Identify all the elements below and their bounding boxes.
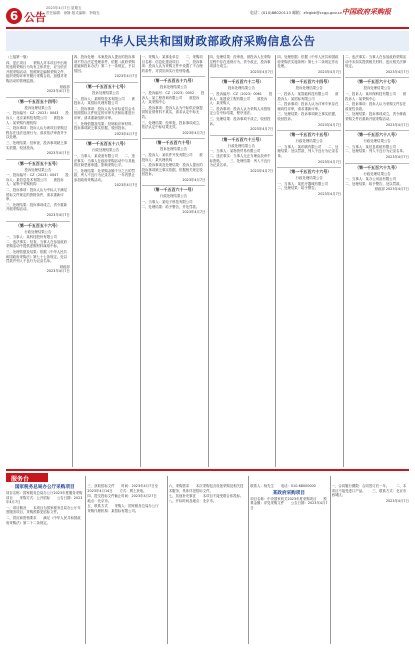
notice-number: （第一千五百六十八号） [345, 130, 409, 138]
service-paragraph: 七、其他补充事宜 本项目不接受联合体投标。 八、开标时间及地点：北京市。 [168, 494, 251, 503]
service-column [87, 484, 164, 644]
notice-number: （第一千五百六十二号） [210, 77, 274, 85]
column-rule [343, 55, 344, 467]
notice-signature: 2023年4月7日 [46, 151, 70, 156]
notice-title: 投诉处理结果公告 [160, 147, 188, 152]
service-label: 服务台 [11, 476, 30, 483]
notice-signature: 2023年4月7日 [46, 89, 70, 94]
service-paragraph: 四、提交投标文件截止时间：2023年4月27日 地点：北京市。 [87, 494, 164, 503]
notice-signature: 2023年4月7日 [385, 154, 409, 159]
notice-title: 投诉处理结果公告 [295, 86, 323, 91]
notice-title: 投诉处理结果公告 [24, 105, 52, 110]
text-column [6, 55, 70, 467]
text-column [142, 55, 206, 467]
notice-paragraph: 三、处理结果：经审查，投诉事项成立，依法认定中标结果无效。 [141, 120, 203, 130]
notice-number: （第一千五百六十四号） [277, 77, 341, 85]
notice-number: （第一千五百六十七号） [345, 77, 409, 85]
column-rule [275, 55, 276, 467]
notice-paragraph: 四、处理依据：依据《中华人民共和国政府采购法实施条例》第七十二条规定作出处理。 [277, 55, 339, 69]
notice-title: 行政处理结果公告 [295, 176, 323, 181]
notice-paragraph: 三、处理结果：投诉事项成立，责令修改采购文件后重新开展采购活动。 [345, 112, 407, 121]
section-title: 公告 [24, 11, 46, 24]
notice-title: 行政处理结果公告 [363, 171, 391, 176]
header-divider [6, 27, 409, 29]
service-paragraph: 联系人：杨先生 电话：010-68000000 [250, 484, 316, 488]
notice-signature: 2023年4月7日 [182, 177, 206, 182]
notice-paragraph: 一、投诉人：某网络技术有限公司 被投诉人：某招标代理有限公司 [73, 96, 135, 106]
notice-signature: 2023年4月7日 [250, 127, 274, 132]
service-paragraph: 三、获取招标文件 时间：2023年4月7日至2023年4月14日 方式：网上获取。 [87, 484, 158, 493]
text-column [74, 55, 138, 467]
notice-title: 投诉处理结果公告 [160, 85, 188, 90]
notice-paragraph: 二、投诉事项：投诉人认为采购文件存在歧视性条款。 [345, 102, 407, 111]
notice-paragraph: 四、处理结果：经审查，被投诉人在采购过程中存在违规行为，责令改正，投诉事项部分成立。 [209, 55, 271, 69]
notice-paragraph: 三、处理结果：处采购金额千分之五的罚款，列入不良行为记录名单，一年内禁止参加政府采购活动。 [73, 168, 135, 182]
notice-paragraph: 三、处理依据及结果：经调取评审材料，投诉事项缺乏事实依据，驳回投诉。 [73, 121, 135, 131]
notice-signature: 2023年4月7日 [250, 168, 274, 173]
service-heading: 某政府采购项目 [272, 490, 305, 496]
notice-number: （第一千五百六十号） [142, 138, 206, 146]
service-column [168, 484, 251, 644]
notice-signature: 2023年4月7日 [182, 210, 206, 215]
notice-title: 行政处理结果公告 [92, 148, 120, 153]
notice-number: （第一千五百五十六号） [6, 221, 70, 229]
notice-paragraph: 二、违法事实：当事人在参加政府采购活动中未如实提供相关材料，违反相关法律规定。 [345, 55, 407, 69]
notice-paragraph: 一、当事人：某电子科技有限公司 二、处理结果：给予警告，并处罚款。 [141, 200, 200, 209]
meta-line: 责任编辑：徐静 版式编辑：李晓光 [46, 11, 100, 15]
notice-signature: 2023年4月7日 [114, 74, 138, 79]
service-column [6, 484, 83, 644]
notice-title: 行政处理结果公告 [295, 139, 323, 144]
notice-title: 行政处理结果公告 [363, 139, 391, 144]
notice-number: （第一千五百六十一号） [142, 185, 206, 193]
contact-info: 电话：(010)88020113 邮箱：zfcgbk@ccgp.gov.cn [250, 10, 343, 15]
notice-paragraph: 二、投诉事项及处理结果：投诉人提出的投诉事项缺乏事实依据，依据相关规定驳回投诉。 [141, 163, 203, 177]
service-paragraph: 项目名称：国家税务总局办公厅2023年度服务采购项目 采购方式：公开招标 公告日期：2023年4月7日 [6, 491, 83, 505]
notice-number: （第一千五百六十六号） [277, 167, 341, 175]
service-paragraph: 一、合同履行期限：合同签订后一年。 二、本项目不接受进口产品。 三、联系方式：北京市西城区。 [331, 484, 407, 498]
notice-paragraph: 三、处理结果：投诉事项不成立，驳回投诉。 [209, 116, 271, 126]
column-rule [248, 476, 249, 644]
service-paragraph: 五、联系方式 采购人：国家税务总局办公厅 采购代理机构：某招标有限公司。 [87, 504, 166, 513]
notice-title: 行政处理结果公告 [160, 194, 188, 199]
notice-signature: 2023年4月7日 [385, 69, 409, 74]
notice-paragraph: 一、当事人：某科技股份有限公司 二、违法事实：经查，当事人在参加政府采购活动中提供虚假材料谋取中标。 [6, 235, 68, 249]
column-rule [330, 476, 331, 644]
text-column [277, 55, 341, 467]
service-date: 2023年4月7日 [385, 498, 409, 503]
page-number: 6 [6, 8, 22, 24]
service-paragraph: 六、采购需求 本次采购包含设备采购及相关技术服务，具体详见招标文件。 [168, 484, 244, 493]
service-paragraph: 一、项目概况 本项目为国家税务总局办公厅年度服务项目，采购预算见招标文件。 [6, 505, 81, 515]
service-column [250, 484, 327, 644]
notice-paragraph: 一、投诉编号：CZ（2023）0061 投诉人：某建设工程有限公司 被投诉人：某采购人 [209, 91, 273, 106]
masthead-meta [46, 6, 100, 16]
notice-signature: 财政部 [59, 84, 70, 89]
notice-paragraph: 三、处理结果：经审查，投诉事项缺乏事实依据，驳回投诉。 [6, 140, 68, 150]
notice-paragraph: 一、当事人：某医疗器械有限公司 二、处理结果：给予警告。 [277, 181, 335, 191]
text-column [210, 55, 274, 467]
notice-paragraph: 一、投诉编号：CZ（2023）0043 投诉人：北京某科技有限公司 被投诉人：某采购代理机构 [6, 111, 69, 125]
notice-paragraph: 二、投诉事项：投诉人认为中标人不满足招标文件规定的资格条件，请求重新评审。 [6, 188, 68, 202]
service-divider [6, 469, 409, 471]
notice-paragraph: 四、投诉处理：本案投诉人提出的投诉事项不符合法定受理条件，依据《政府采购质疑和投诉办法》第二十一条规定，予以驳回。 [73, 55, 135, 73]
notice-paragraph: 三、处理依据及结果：依据《中华人民共和国政府采购法》第七十七条规定，处以罚款并列入不良行为记录名单。 [6, 250, 68, 264]
column-rule [72, 55, 73, 467]
notice-signature: 2023年4月7日 [318, 69, 342, 74]
notice-number: （第一千五百六十五号） [277, 130, 341, 138]
notice-signature: 2023年4月7日 [318, 122, 342, 127]
notice-paragraph: 二、投诉事项：投诉人认为该项目采购过程存在违法违规行为，请求依法审查并予以处理。 [6, 126, 68, 140]
text-column [345, 55, 409, 467]
notice-paragraph: 一、当事人：某印刷有限公司 二、处理结果：处以罚款，列入不良行为记录名单。 [277, 144, 339, 158]
column-rule [140, 55, 141, 467]
notice-paragraph: 一、投诉编号：CZ（2023）0047 投诉人：某信息技术有限公司 被投诉人：某集中采购机构 [6, 173, 69, 187]
notice-paragraph: 一、当事人：某信息系统有限公司 二、处理结果：列入不良行为记录名单。 [345, 144, 407, 154]
notice-signature: 2023年4月7日 [46, 269, 70, 274]
notice-signature: 2023年4月7日 [114, 131, 138, 136]
column-rule [85, 476, 86, 644]
column-rule [208, 55, 209, 467]
service-paragraph: 二、供应商资格要求 满足《中华人民共和国政府采购法》第二十二条规定。 [6, 515, 81, 525]
page-title: 中华人民共和国财政部政府采购信息公告 [99, 34, 316, 48]
notice-paragraph: 一、采购人：某事业单位 二、采购项目名称：信息化建设项目 三、投诉事项：投诉人认为采购文件中设置了不合理的条件，对供应商实行差别待遇。 [141, 55, 203, 73]
notice-number: （第一千五百六十九号） [345, 163, 409, 171]
notice-paragraph: 二、投诉事项：投诉人认为采购人未按规定公告中标结果，程序违法。 [209, 106, 271, 116]
notice-paragraph: 二、投诉事项：投诉人认为评审专家存在倾向性评审，请求重新评审。 [277, 102, 339, 111]
meta-line: 2023年4月7日 星期五 [46, 6, 82, 10]
notice-signature: 2023年4月7日 [250, 69, 274, 74]
notice-number: （第一千五百五十七号） [74, 82, 138, 90]
notice-signature: 2023年4月7日 [182, 130, 206, 135]
notice-signature: 2023年4月7日 [385, 122, 409, 127]
notice-paragraph: 四、更正项目 采购人对本项目中出现的违规采购行为负有主体责任，应当依法开展采购活动，按照规定编制采购文件、组织采购评审并履行采购合同，加强对采购活动的管理监督。 [6, 60, 68, 83]
notice-number: （第一千五百五十四号） [6, 97, 70, 105]
notice-paragraph: 三、处理结果：投诉事项成立，责令重新开展采购活动。 [6, 202, 68, 212]
notice-paragraph: 三、处理结果：投诉事项缺乏事实依据，驳回投诉。 [277, 112, 339, 121]
service-heading: 国家税务总局办公厅采购项目 [14, 485, 75, 490]
notice-paragraph: 一、投诉编号：CZ（2023）0052 投诉人：某工程咨询有限公司 被投诉人：某采购中心 [141, 90, 205, 105]
notice-title: 行政处理结果公告 [24, 229, 52, 234]
column-rule [167, 476, 168, 644]
notice-paragraph: 二、投诉事项：投诉人认为中标供应商提供的业绩材料不真实，请求认定中标无效。 [141, 105, 203, 119]
notice-signature: 财政部 [59, 264, 70, 269]
notice-number: （第一千五百五十五号） [6, 159, 70, 167]
notice-title: 投诉处理结果公告 [363, 86, 391, 91]
notice-signature: 2023年4月7日 [114, 183, 138, 188]
notice-paragraph: 一、当事人：某设备有限公司 二、违法事实：当事人在政府采购活动中与其他供应商恶意串通，影响采购公平。 [73, 153, 135, 168]
newspaper-logo: 中国政府采购报 [342, 7, 391, 16]
notice-number: （第一千五百五十八号） [74, 139, 138, 147]
notice-paragraph: 二、投诉事项：投诉人认为评标委员会未按照招标文件规定的评审方法和标准进行评审，请求重新组织评审。 [73, 106, 135, 120]
notice-number: （第一千五百六十三号） [210, 135, 274, 143]
service-paragraph: 项目名称：中央国家机关2023年度采购项目 预算金额：详见采购文件 公告日期：2023年4月7日 [250, 496, 328, 510]
notice-title: 投诉处理结果公告 [227, 86, 255, 91]
notice-paragraph: 一、投诉人：某环保科技有限公司 被投诉人：某采购中心 [345, 91, 407, 101]
notice-paragraph: 一、当事人：某办公用品有限公司 二、处理结果：给予警告，处以罚款。 [345, 177, 403, 186]
notice-title: 投诉处理结果公告 [92, 90, 120, 95]
notice-title: 投诉处理结果公告 [24, 167, 52, 172]
notice-signature: 2023年4月7日 [46, 213, 70, 218]
notice-paragraph: 一、当事人：某物资贸易有限公司 二、违法事实：当事人无正当理由放弃中标资格。 三、处理结果：列入不良行为记录名单。 [209, 149, 271, 168]
notice-signature: 财政部 2023年4月7日 [374, 187, 409, 192]
service-column [332, 484, 409, 644]
notice-paragraph: （上接第一版） [6, 55, 30, 59]
notice-signature: 2023年4月7日 [318, 191, 342, 196]
notice-signature: 2023年4月7日 [318, 159, 342, 164]
notice-number: （第一千五百五十九号） [142, 76, 206, 84]
notice-paragraph: 一、投诉人：某软件开发有限公司 被投诉人：某代理机构 [141, 152, 203, 162]
notice-title: 行政处理结果公告 [227, 143, 255, 148]
notice-paragraph: 一、投诉人：某智能科技有限公司 被投诉人：某招标有限公司 [277, 91, 339, 101]
